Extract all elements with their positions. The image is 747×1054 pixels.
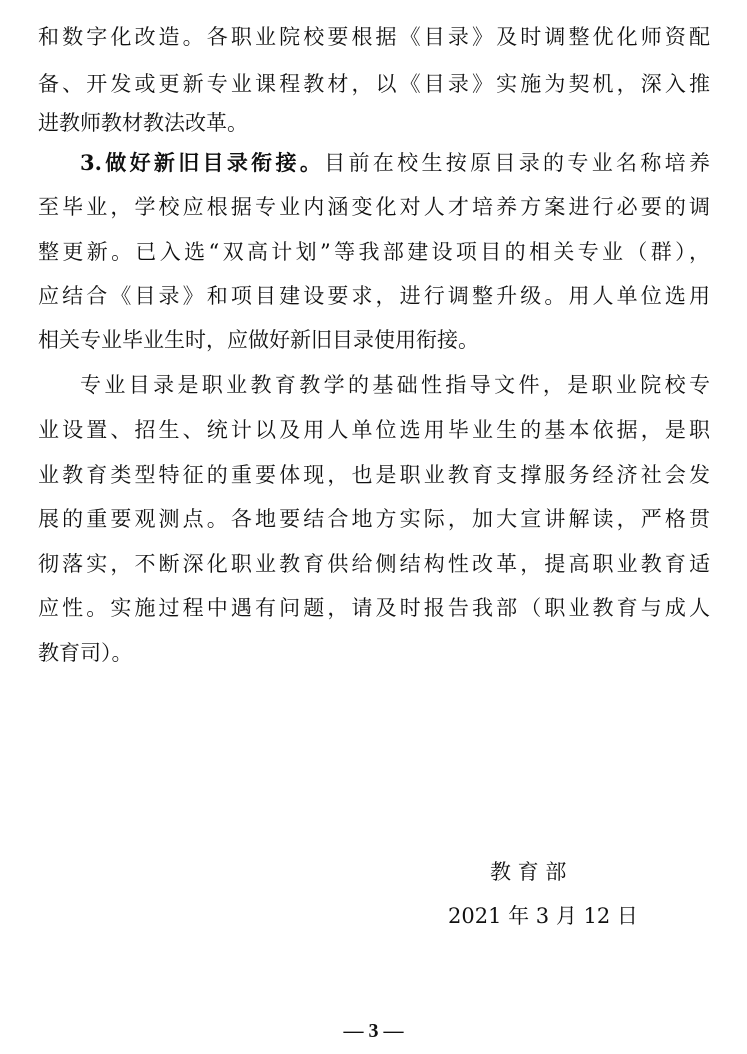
paragraph-1-line-1: 和数字化改造。各职业院校要根据《目录》及时调整优化师资配 xyxy=(38,25,710,49)
paragraph-2-line-4: 应结合《目录》和项目建设要求，进行调整升级。用人单位选用 xyxy=(38,284,710,308)
paragraph-3-line-3: 业教育类型特征的重要体现，也是职业教育支撑服务经济社会发 xyxy=(38,463,710,487)
paragraph-1-line-2: 备、开发或更新专业课程教材，以《目录》实施为契机，深入推 xyxy=(38,72,710,96)
paragraph-3-line-1: 专业目录是职业教育教学的基础性指导文件，是职业院校专 xyxy=(80,373,710,397)
page-number: — 3 — xyxy=(343,1020,404,1042)
signature-organization: 教 育 部 xyxy=(490,860,567,884)
paragraph-2-line-1 xyxy=(80,148,710,178)
paragraph-3-line-2: 业设置、招生、统计以及用人单位选用毕业生的基本依据，是职 xyxy=(38,418,710,442)
paragraph-2-line-1-text: 目前在校生按原目录的专业名称培养 xyxy=(324,151,710,175)
paragraph-1-line-3: 进教师教材教法改革。 xyxy=(38,111,248,135)
signature-date: 2021 年 3 月 12 日 xyxy=(448,904,638,928)
paragraph-3-line-6: 应性。实施过程中遇有问题，请及时报告我部（职业教育与成人 xyxy=(38,596,710,620)
paragraph-2-heading: 3.做好新旧目录衔接。 xyxy=(80,150,325,175)
paragraph-3-line-7: 教育司）。 xyxy=(38,641,133,665)
paragraph-3-line-5: 彻落实，不断深化职业教育供给侧结构性改革，提高职业教育适 xyxy=(38,552,710,576)
paragraph-2-line-5: 相关专业毕业生时，应做好新旧目录使用衔接。 xyxy=(38,328,479,352)
paragraph-3-line-4: 展的重要观测点。各地要结合地方实际，加大宣讲解读，严格贯 xyxy=(38,507,710,531)
paragraph-2-line-3: 整更新。已入选“双高计划”等我部建设项目的相关专业（群）， xyxy=(38,240,710,264)
paragraph-2-line-2: 至毕业，学校应根据专业内涵变化对人才培养方案进行必要的调 xyxy=(38,195,710,219)
